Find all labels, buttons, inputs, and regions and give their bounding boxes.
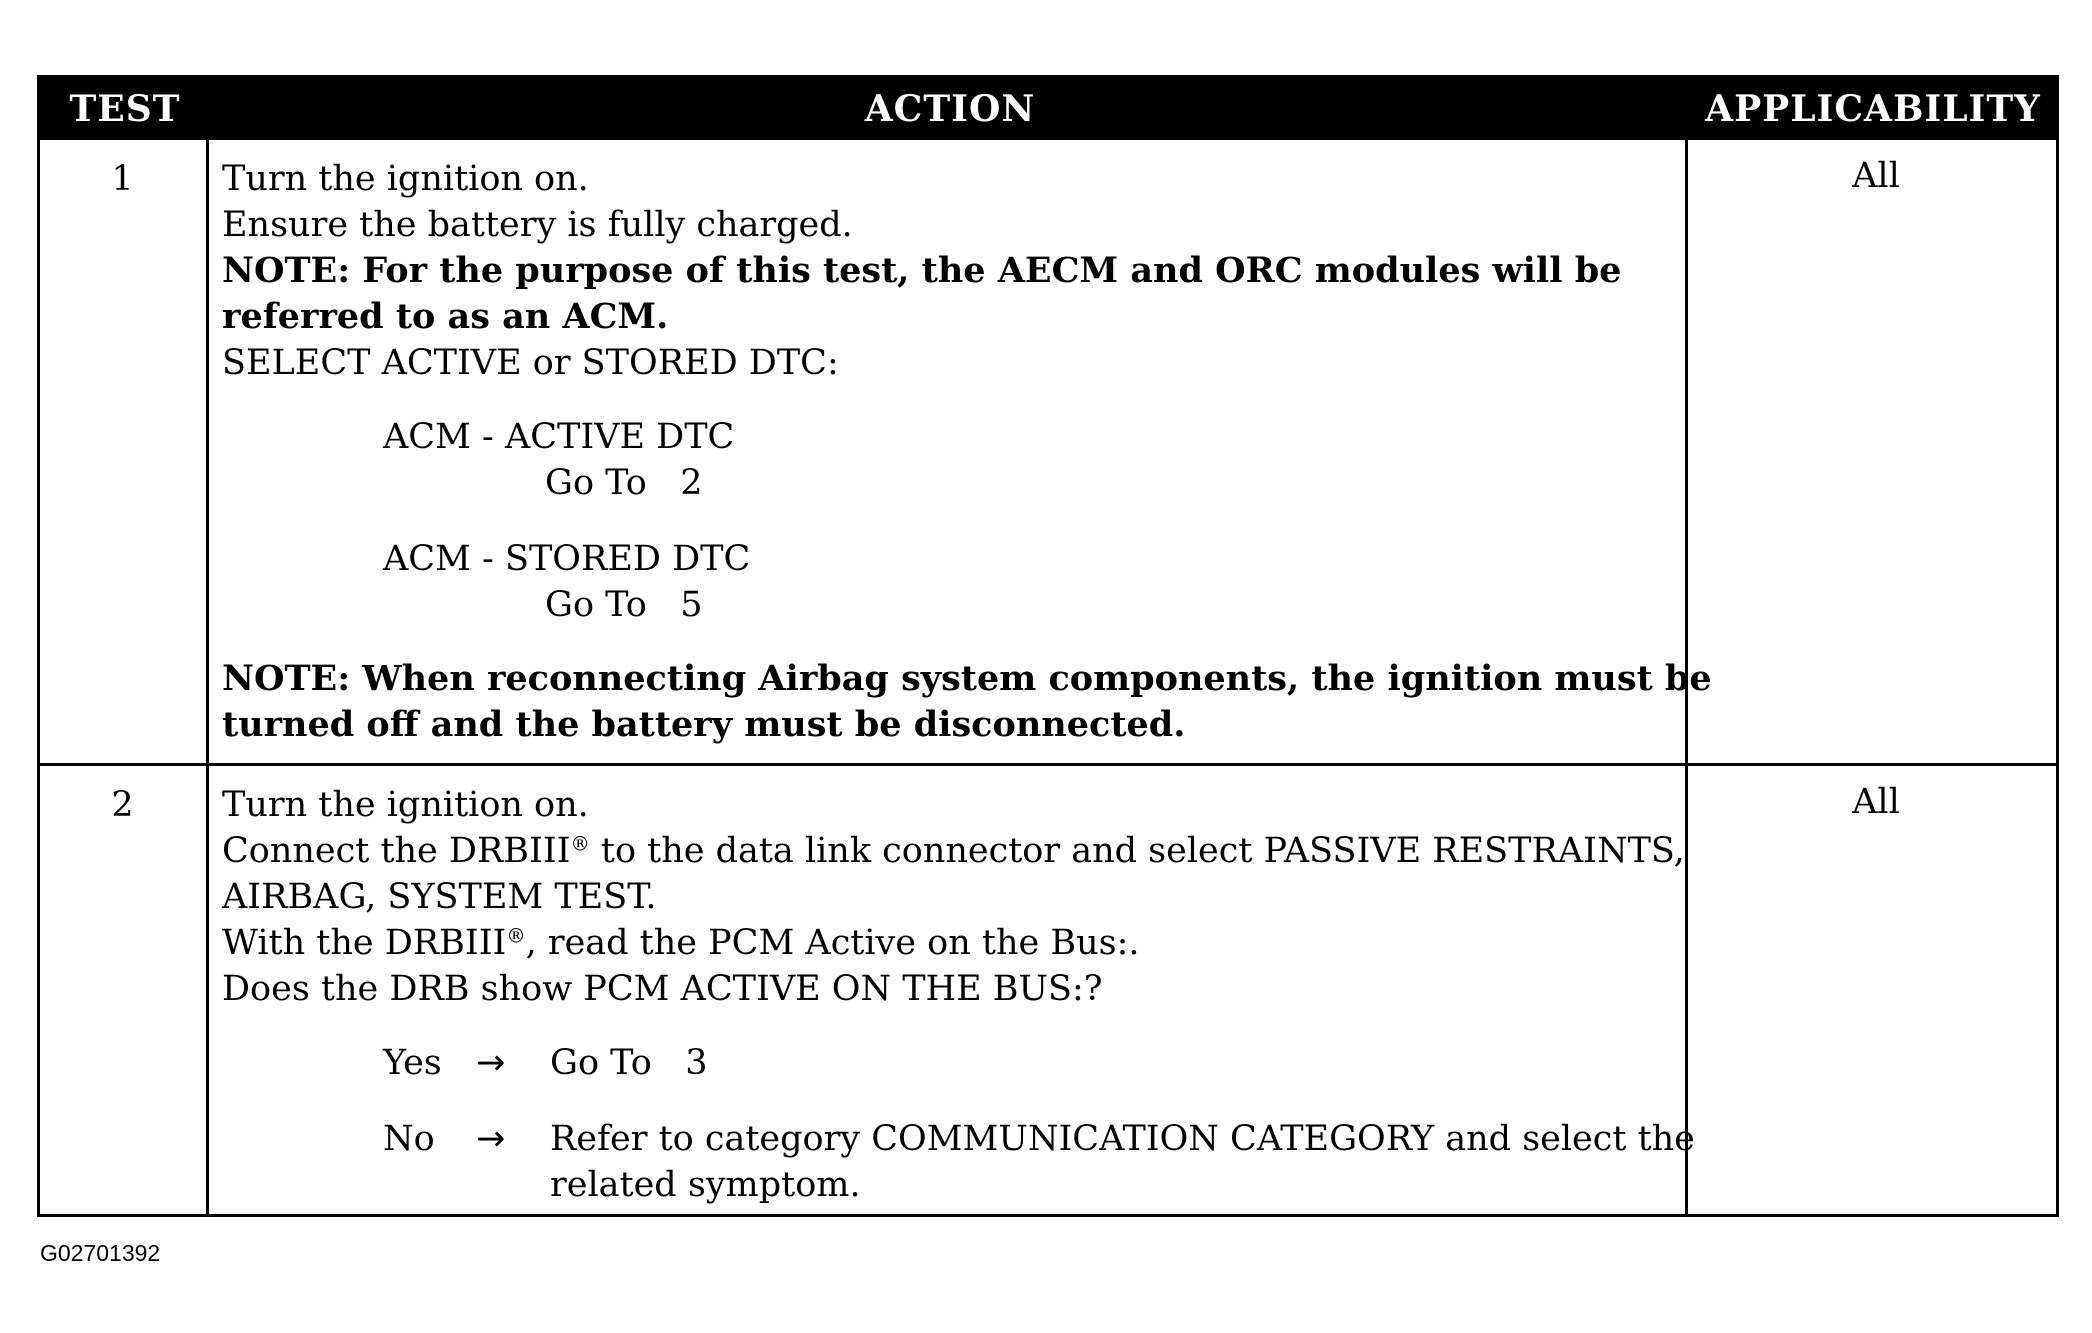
- note-line: NOTE: When reconnecting Airbag system components, the ignition must be: [222, 658, 1712, 699]
- registered-mark: ®: [506, 924, 526, 948]
- applicability-value: All: [1852, 782, 1900, 822]
- note-line: turned off and the battery must be disconnected.: [222, 704, 1186, 745]
- action-line: Turn the ignition on.: [222, 159, 589, 199]
- figure-code: G02701392: [40, 1240, 161, 1266]
- action-line: SELECT ACTIVE or STORED DTC:: [222, 343, 839, 383]
- test-table: [37, 75, 2059, 1217]
- arrow-right-icon: →: [476, 1119, 506, 1159]
- column-divider: [206, 140, 209, 1214]
- no-label: No: [383, 1119, 435, 1159]
- table-header: [40, 78, 2056, 140]
- note-line: referred to as an ACM.: [222, 296, 669, 337]
- action-line: With the DRBIII®, read the PCM Active on the Bus:.: [222, 923, 1140, 963]
- arrow-right-icon: →: [476, 1043, 506, 1083]
- row-divider: [40, 763, 2056, 766]
- yes-result: Go To 3: [550, 1043, 708, 1083]
- yes-label: Yes: [383, 1043, 442, 1083]
- question-line: Does the DRB show PCM ACTIVE ON THE BUS:?: [222, 969, 1103, 1009]
- header-action: ACTION: [864, 88, 1036, 130]
- option-goto: Go To 2: [545, 463, 703, 503]
- no-result: related symptom.: [550, 1165, 861, 1205]
- registered-mark: ®: [570, 832, 590, 856]
- action-line: Ensure the battery is fully charged.: [222, 205, 853, 245]
- option-goto: Go To 5: [545, 585, 703, 625]
- option-label: ACM - STORED DTC: [383, 539, 751, 579]
- no-result: Refer to category COMMUNICATION CATEGORY and select the: [550, 1119, 1695, 1159]
- applicability-value: All: [1852, 156, 1900, 196]
- option-label: ACM - ACTIVE DTC: [383, 417, 735, 457]
- header-applicability: APPLICABILITY: [1705, 88, 2041, 130]
- action-line: Connect the DRBIII® to the data link connector and select PASSIVE RESTRAINTS,: [222, 831, 1685, 871]
- test-number: 2: [111, 785, 134, 825]
- header-test: TEST: [69, 88, 181, 130]
- note-line: NOTE: For the purpose of this test, the AECM and ORC modules will be: [222, 250, 1622, 291]
- test-number: 1: [111, 159, 134, 199]
- action-line: AIRBAG, SYSTEM TEST.: [222, 877, 657, 917]
- action-line: Turn the ignition on.: [222, 785, 589, 825]
